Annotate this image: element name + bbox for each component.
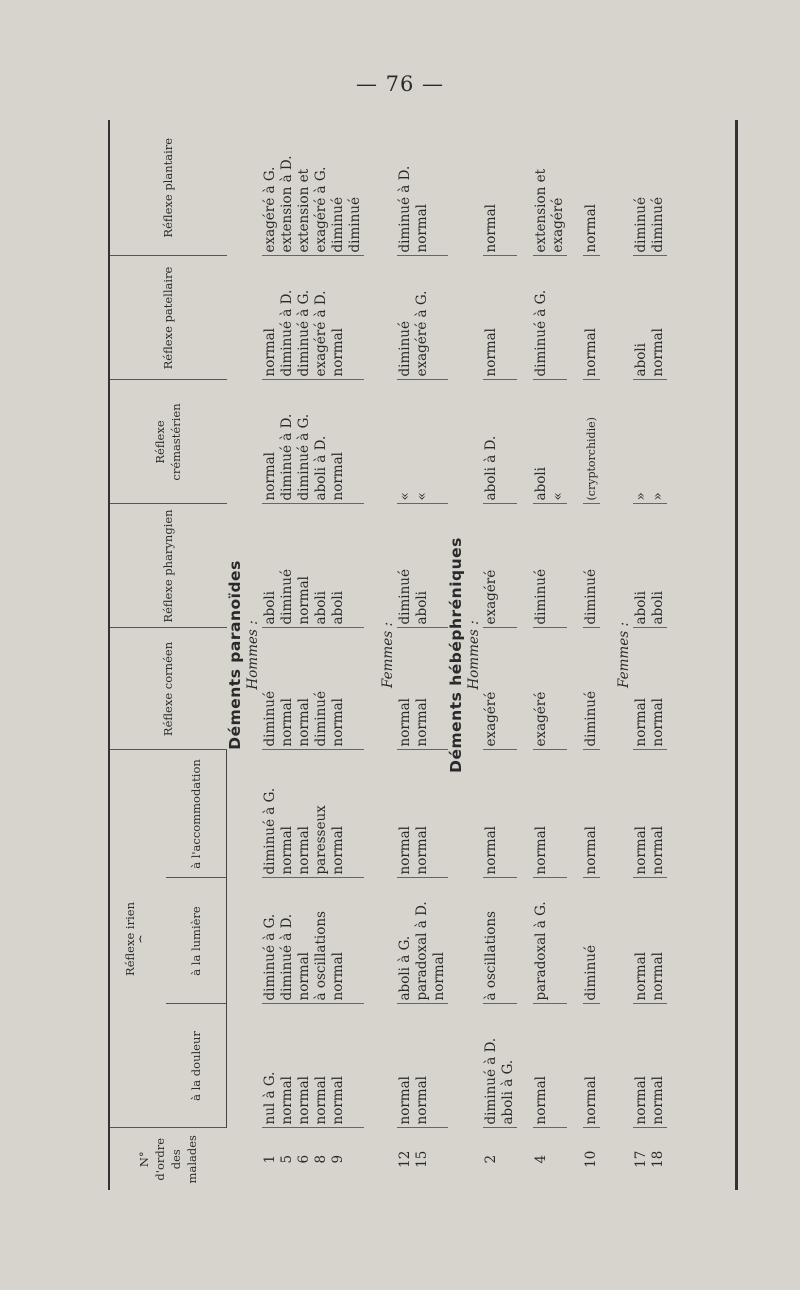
table-row — [633, 120, 650, 1190]
cell-corneen: normal — [633, 628, 650, 750]
header-patellaire: Réflexe patellaire — [110, 256, 227, 380]
cell-patellaire: normal — [583, 256, 600, 380]
cell-douleur: normal — [414, 1004, 431, 1128]
cell-num: 12 — [397, 1150, 413, 1168]
header-corneen: Réflexe cornéen — [110, 628, 227, 750]
cell-patellaire: exagéré à G. — [414, 256, 431, 380]
table-row — [483, 120, 500, 1190]
cell-lumiere: paradoxal à D. — [414, 878, 431, 1004]
cell-corneen: normal — [650, 628, 667, 750]
table-row — [347, 120, 364, 1190]
table-row — [550, 120, 567, 1190]
subsection-femmes: Femmes : — [616, 622, 632, 688]
cell-num: 2 — [483, 1154, 499, 1164]
cell-douleur: normal — [633, 1004, 650, 1128]
cell-patellaire: normal — [483, 256, 500, 380]
table-row — [397, 120, 414, 1190]
cell-lumiere: diminué à G. — [262, 878, 279, 1004]
cell-douleur: normal — [583, 1004, 600, 1128]
cell-plantaire: diminué — [633, 120, 650, 256]
cell-cremasterien: » — [650, 380, 667, 504]
table-row — [431, 120, 448, 1190]
cell-corneen: exagéré — [533, 628, 550, 750]
cell-douleur: normal — [650, 1004, 667, 1128]
cell-corneen: normal — [279, 628, 296, 750]
section-title-paranoides: Déments paranoïdes — [226, 560, 244, 750]
cell-pharyngien: aboli — [633, 504, 650, 628]
header-iris-accommodation: à l'accommodation — [166, 750, 227, 878]
header-pharyngien: Réflexe pharyngien — [110, 504, 227, 628]
header-cremasterien: Réflexe crémastérien — [110, 380, 227, 504]
cell-accommodation: normal — [483, 750, 500, 878]
cell-accommodation: paresseux — [313, 750, 330, 878]
cell-plantaire: diminué — [330, 120, 347, 256]
cell-num: 18 — [650, 1150, 666, 1168]
cell-plantaire: diminué à D. — [397, 120, 414, 256]
table-row — [650, 120, 667, 1190]
cell-lumiere: normal — [431, 878, 448, 1004]
cell-patellaire: normal — [330, 256, 347, 380]
cell-accommodation: normal — [279, 750, 296, 878]
cell-num: 15 — [414, 1150, 430, 1168]
cell-pharyngien: normal — [296, 504, 313, 628]
cell-num: 17 — [633, 1150, 649, 1168]
cell-pharyngien: aboli — [650, 504, 667, 628]
cell-douleur: normal — [330, 1004, 347, 1128]
cell-cremasterien: (cryptorchidie) — [583, 380, 600, 504]
cell-douleur: normal — [313, 1004, 330, 1128]
page-number: — 76 — — [355, 72, 445, 96]
cell-lumiere: paradoxal à G. — [533, 878, 550, 1004]
cell-plantaire: diminué — [650, 120, 667, 256]
cell-accommodation: diminué à G. — [262, 750, 279, 878]
cell-patellaire: aboli — [633, 256, 650, 380]
cell-pharyngien: diminué — [397, 504, 414, 628]
cell-pharyngien: diminué — [279, 504, 296, 628]
cell-pharyngien: exagéré — [483, 504, 500, 628]
cell-cremasterien: diminué à G. — [296, 380, 313, 504]
cell-pharyngien: diminué — [533, 504, 550, 628]
cell-plantaire: extension et — [533, 120, 550, 256]
cell-num: 9 — [330, 1154, 346, 1164]
table-row — [313, 120, 330, 1190]
cell-pharyngien: aboli — [313, 504, 330, 628]
table-row — [296, 120, 313, 1190]
cell-cremasterien: aboli à D. — [313, 380, 330, 504]
cell-douleur: normal — [533, 1004, 550, 1128]
rotated-table-frame — [108, 120, 738, 1190]
header-no-ordre: N° d'ordre des malades — [137, 1135, 200, 1184]
cell-patellaire: normal — [262, 256, 279, 380]
subsection-hommes: Hommes : — [245, 620, 261, 690]
cell-cremasterien: « — [397, 380, 414, 504]
cell-cremasterien: normal — [330, 380, 347, 504]
header-reflexe-irien-label: Réflexe irien — [123, 902, 137, 976]
cell-douleur: nul à G. — [262, 1004, 279, 1128]
table-row — [279, 120, 296, 1190]
reflex-table-sheet — [108, 120, 738, 1190]
cell-num: 10 — [583, 1150, 599, 1168]
table-row — [500, 120, 517, 1190]
cell-douleur: normal — [279, 1004, 296, 1128]
cell-patellaire: diminué à G. — [533, 256, 550, 380]
cell-plantaire: normal — [583, 120, 600, 256]
cell-lumiere: diminué — [583, 878, 600, 1004]
reflex-table — [110, 120, 667, 1190]
table-row — [533, 120, 550, 1190]
table-header — [110, 120, 227, 1190]
cell-corneen: exagéré — [483, 628, 500, 750]
header-iris-lumiere: à la lumière — [166, 878, 227, 1004]
cell-accommodation: normal — [650, 750, 667, 878]
cell-plantaire: extension et — [296, 120, 313, 256]
header-plantaire: Réflexe plantaire — [110, 120, 227, 256]
cell-num: 4 — [533, 1154, 549, 1164]
cell-cremasterien: « — [414, 380, 431, 504]
cell-patellaire: diminué à G. — [296, 256, 313, 380]
cell-pharyngien: aboli — [414, 504, 431, 628]
cell-lumiere: aboli à G. — [397, 878, 414, 1004]
cell-cremasterien: aboli à D. — [483, 380, 500, 504]
cell-plantaire: diminué — [347, 120, 364, 256]
cell-plantaire: normal — [414, 120, 431, 256]
cell-lumiere: normal — [330, 878, 347, 1004]
cell-plantaire: normal — [483, 120, 500, 256]
table-row — [330, 120, 347, 1190]
cell-patellaire: diminué — [397, 256, 414, 380]
cell-corneen: diminué — [583, 628, 600, 750]
table-row — [583, 120, 600, 1190]
cell-corneen: diminué — [313, 628, 330, 750]
cell-plantaire: exagéré à G. — [313, 120, 330, 256]
header-iris-douleur: à la douleur — [166, 1004, 227, 1128]
cell-douleur: normal — [397, 1004, 414, 1128]
cell-accommodation: normal — [414, 750, 431, 878]
cell-patellaire: exagéré à D. — [313, 256, 330, 380]
cell-plantaire: extension à D. — [279, 120, 296, 256]
table-body — [227, 120, 668, 1190]
cell-pharyngien: aboli — [262, 504, 279, 628]
cell-accommodation: normal — [330, 750, 347, 878]
cell-lumiere: à oscillations — [483, 878, 500, 1004]
cell-cremasterien: normal — [262, 380, 279, 504]
cell-plantaire: exagéré à G. — [262, 120, 279, 256]
cell-num: 1 — [262, 1154, 278, 1164]
section-title-hebephreniques: Déments hébéphréniques — [447, 537, 465, 773]
cell-accommodation: normal — [296, 750, 313, 878]
cell-plantaire: exagéré — [550, 120, 567, 256]
cell-douleur: normal — [296, 1004, 313, 1128]
cell-lumiere: à oscillations — [313, 878, 330, 1004]
cell-cremasterien: aboli — [533, 380, 550, 504]
cell-douleur: aboli à G. — [500, 1004, 517, 1128]
cell-num: 6 — [296, 1154, 312, 1164]
cell-lumiere: normal — [633, 878, 650, 1004]
brace-icon: ⏞ — [139, 935, 153, 943]
cell-patellaire: diminué à D. — [279, 256, 296, 380]
cell-cremasterien: diminué à D. — [279, 380, 296, 504]
cell-accommodation: normal — [583, 750, 600, 878]
cell-accommodation: normal — [633, 750, 650, 878]
cell-corneen: normal — [330, 628, 347, 750]
cell-patellaire: normal — [650, 256, 667, 380]
cell-num: 8 — [313, 1154, 329, 1164]
header-reflexe-irien — [110, 750, 166, 1128]
cell-corneen: normal — [397, 628, 414, 750]
cell-cremasterien: » — [633, 380, 650, 504]
cell-lumiere: normal — [296, 878, 313, 1004]
cell-num: 5 — [279, 1154, 295, 1164]
cell-pharyngien: aboli — [330, 504, 347, 628]
cell-cremasterien: « — [550, 380, 567, 504]
subsection-hommes: Hommes : — [466, 620, 482, 690]
cell-douleur: diminué à D. — [483, 1004, 500, 1128]
table-row — [262, 120, 279, 1190]
cell-pharyngien: diminué — [583, 504, 600, 628]
subsection-femmes: Femmes : — [380, 622, 396, 688]
cell-corneen: normal — [296, 628, 313, 750]
cell-corneen: diminué — [262, 628, 279, 750]
cell-accommodation: normal — [397, 750, 414, 878]
cell-accommodation: normal — [533, 750, 550, 878]
cell-lumiere: diminué à D. — [279, 878, 296, 1004]
cell-corneen: normal — [414, 628, 431, 750]
cell-lumiere: normal — [650, 878, 667, 1004]
table-row — [414, 120, 431, 1190]
